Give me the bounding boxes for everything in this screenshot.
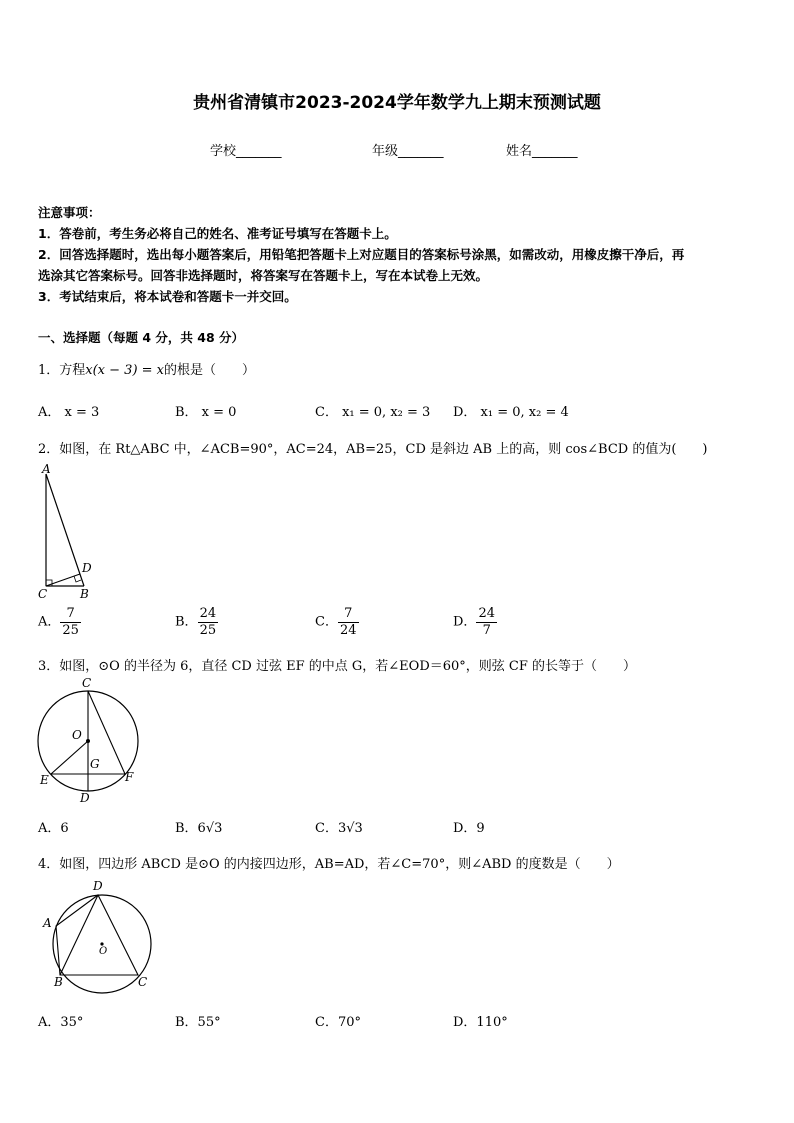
q4-label-d: D bbox=[93, 879, 103, 893]
q3-label-d: D bbox=[80, 791, 90, 805]
q4-option-c: C．70° bbox=[315, 1015, 361, 1030]
q3-label-o: O bbox=[72, 728, 82, 742]
q4-label-o: O bbox=[99, 946, 108, 957]
q4-label-c: C bbox=[138, 975, 148, 989]
question-4: 4．如图，四边形 ABCD 是⊙O 的内接四边形，AB=AD，若∠C=70°，则∠ABD 的度数是（ ） bbox=[38, 857, 620, 872]
q3-option-d: D．9 bbox=[453, 821, 485, 836]
q1-option-d: D． x₁ = 0, x₂ = 4 bbox=[453, 405, 569, 420]
notice-line-2: 2．回答选择题时，选出每小题答案后，用铅笔把答题卡上对应题目的答案标号涂黑，如需改动，用橡皮擦干净后，再 bbox=[38, 247, 685, 262]
q1-prefix: 1．方程 bbox=[38, 363, 86, 378]
q4-option-a: A．35° bbox=[38, 1015, 84, 1030]
q1-option-a: A． x = 3 bbox=[38, 405, 100, 420]
q3-option-a: A．6 bbox=[38, 821, 69, 836]
section-heading: 一、选择题（每题 4 分，共 48 分） bbox=[38, 330, 245, 345]
notice-line-3: 选涂其它答案标号。回答非选择题时，将答案写在答题卡上，写在本试卷上无效。 bbox=[38, 268, 489, 283]
notice-line-1: 1．答卷前，考生务必将自己的姓名、准考证号填写在答题卡上。 bbox=[38, 226, 397, 241]
q2-option-c: C． $\frac{7}{24}$ bbox=[315, 606, 357, 638]
q2-label-b: B bbox=[80, 587, 89, 601]
notice-heading: 注意事项： bbox=[38, 205, 101, 220]
q1-option-c: C． x₁ = 0, x₂ = 3 bbox=[315, 405, 431, 420]
q4-option-b: B．55° bbox=[175, 1015, 221, 1030]
q1-option-b: B． x = 0 bbox=[175, 405, 237, 420]
q1-equation: x(x − 3) = x bbox=[85, 363, 165, 378]
q1-suffix: 的根是（ ） bbox=[164, 363, 256, 378]
q4-label-a: A bbox=[43, 916, 52, 930]
q2-option-d: D． $\frac{24}{7}$ bbox=[453, 606, 495, 638]
q3-label-f: F bbox=[125, 770, 134, 784]
school-field: 学校_______ bbox=[210, 144, 282, 159]
q3-label-c: C bbox=[82, 676, 92, 690]
question-2: 2．如图，在 Rt△ABC 中，∠ACB=90°，AC=24，AB=25，CD 是斜边 AB 上的高，则 cos∠BCD 的值为( ) bbox=[38, 442, 708, 457]
q4-quadrilateral-figure bbox=[36, 878, 161, 993]
q2-option-a: A． $\frac{7}{25}$ bbox=[38, 606, 79, 638]
name-field: 姓名_______ bbox=[506, 144, 578, 159]
q3-option-c: C．3√3 bbox=[315, 821, 363, 836]
q3-circle-figure bbox=[30, 676, 145, 806]
question-3: 3．如图，⊙O 的半径为 6，直径 CD 过弦 EF 的中点 G，若∠EOD＝60°，则弦 CF 的长等于（ ） bbox=[38, 659, 637, 674]
notice-line-4: 3．考试结束后，将本试卷和答题卡一并交回。 bbox=[38, 289, 297, 304]
grade-field: 年级_______ bbox=[372, 144, 444, 159]
question-1 bbox=[38, 359, 255, 378]
q3-label-e: E bbox=[40, 773, 49, 787]
q4-option-d: D．110° bbox=[453, 1015, 508, 1030]
q2-label-c: C bbox=[38, 587, 48, 601]
q3-option-b: B．6√3 bbox=[175, 821, 223, 836]
q2-label-d: D bbox=[82, 561, 92, 575]
q2-label-a: A bbox=[42, 462, 51, 476]
q2-option-b: B． $\frac{24}{25}$ bbox=[175, 606, 217, 638]
q3-label-g: G bbox=[90, 757, 100, 771]
q2-triangle-figure bbox=[30, 462, 100, 602]
q4-label-b: B bbox=[54, 975, 63, 989]
page-title: 贵州省清镇市2023-2024学年数学九上期末预测试题 bbox=[193, 93, 601, 113]
